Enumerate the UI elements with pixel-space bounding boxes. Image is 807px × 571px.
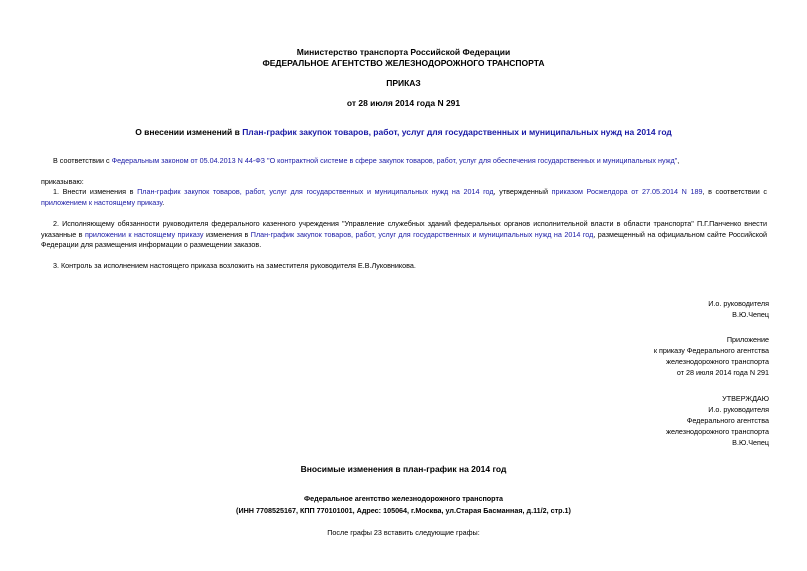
appendix-link-2[interactable]: приложении к настоящему приказу (84, 229, 204, 239)
doc-date-number: от 28 июля 2014 года N 291 (346, 98, 461, 108)
appendix-line-1: Приложение (726, 335, 769, 344)
preamble-paragraph (41, 156, 767, 167)
approve-line-5: В.Ю.Чепец (732, 438, 769, 447)
agency-heading: ФЕДЕРАЛЬНОЕ АГЕНТСТВО ЖЕЛЕЗНОДОРОЖНОГО ТРАНСПОРТА (262, 58, 545, 68)
ministry-heading: Министерство транспорта Российской Федерации (296, 47, 511, 57)
order-189-link[interactable]: приказом Росжелдора от 27.05.2014 N 189 (551, 187, 703, 196)
item-2-text-a: 2. Исполняющему обязанности руководителя федерального казенного учреждения "Управление служебных зданий федеральных органов исполнительной власти в области транспорта" П.Г.Панченко внести указанные в (41, 219, 767, 239)
item-2-text-c: , размещенный на официальном сайте Российской Федерации для размещения информации о размещении заказов. (41, 229, 767, 249)
appendix-link[interactable]: приложением к настоящему приказу (41, 197, 163, 207)
appendix-line-2: к приказу Федерального агентства (653, 346, 769, 355)
plan-schedule-link[interactable]: План-график закупок товаров, работ, услуг для государственных и муниципальных нужд на 2014 год (137, 187, 494, 196)
appendix-line-3: железнодорожного транспорта (666, 357, 769, 366)
org-name: Федеральное агентство железнодорожного транспорта (304, 494, 503, 503)
item-3: 3. Контроль за исполнением настоящего приказа возложить на заместителя руководителя Е.В.Луковникова. (53, 261, 416, 270)
item-2 (41, 219, 767, 251)
item-1 (41, 187, 767, 208)
doc-type: ПРИКАЗ (386, 78, 421, 88)
approve-line-1: УТВЕРЖДАЮ (722, 394, 769, 403)
signature-name: В.Ю.Чепец (732, 310, 769, 319)
item-2-text-b: изменения в (203, 229, 251, 239)
signature-block (708, 298, 769, 320)
plan-schedule-link-2[interactable]: План-график закупок товаров, работ, услуг для государственных и муниципальных нужд на 2014 год (250, 229, 594, 239)
approve-line-4: железнодорожного транспорта (666, 427, 769, 436)
approve-line-2: И.о. руководителя (708, 405, 769, 414)
federal-law-link[interactable]: Федеральным законом от 05.04.2013 N 44-ФЗ "О контрактной системе в сфере закупок товаров, работ, услуг для обеспечения государственных и муниципальных нужд" (111, 156, 678, 165)
item-1-text-b: , утвержденный (493, 187, 552, 196)
after-text: После графы 23 вставить следующие графы: (327, 528, 480, 537)
preamble-text: В соответствии с (53, 156, 112, 165)
approve-block (666, 393, 769, 448)
preamble-end: , (677, 156, 680, 165)
doc-title-prefix: О внесении изменений в (135, 127, 243, 137)
signature-role: И.о. руководителя (708, 299, 769, 308)
item-1-text-a: 1. Внести изменения в (53, 187, 138, 196)
changes-title: Вносимые изменения в план-график на 2014 год (300, 464, 507, 474)
doc-title-link[interactable]: План-график закупок товаров, работ, услуг для государственных и муниципальных нужд на 2014 год (242, 127, 672, 137)
appendix-line-4: от 28 июля 2014 года N 291 (676, 368, 769, 377)
doc-title (0, 127, 807, 137)
approve-line-3: Федерального агентства (686, 416, 769, 425)
item-1-text-c: , в соответствии с (702, 187, 768, 196)
org-details: (ИНН 7708525167, КПП 770101001, Адрес: 105064, г.Москва, ул.Старая Басманная, д.11/2, стр.1) (236, 506, 571, 515)
order-word: приказываю: (41, 177, 84, 186)
item-1-text-d: . (162, 197, 165, 207)
appendix-block (654, 334, 769, 378)
